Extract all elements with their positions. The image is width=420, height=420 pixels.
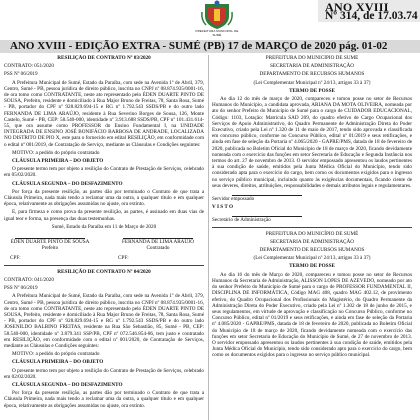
- clause-1b-text: O presente termo tem por objeto a resilição do Contrato de Prestação de Serviços, celebrado em 02/02/2020.: [4, 367, 204, 380]
- motivo-1: MOTIVO: a pedido do próprio contratado: [12, 149, 100, 156]
- contract-number-2: CONTRATO: 041/2020: [4, 276, 54, 283]
- pss-number-2: PSS Nº 06/2019: [4, 285, 38, 292]
- clause-2b-title: CLÁUSULA SEGUNDA – DO DESFAZIMENTO: [12, 381, 123, 388]
- issue-title: ANO XVIII: [325, 0, 389, 14]
- witness-cpf-left: CPF:: [10, 255, 21, 262]
- contract-number-1: CONTRATO: 051/2020: [4, 63, 54, 70]
- witness-row: [4, 255, 204, 261]
- org-line-3b: DEPARTAMENTO DE RECURSOS HUMANOS: [259, 247, 365, 254]
- term-title-2: TERMO DE POSSE: [289, 263, 335, 270]
- servidor-label: Servidor empossado: [212, 196, 255, 203]
- clause-1-title: CLÁUSULA PRIMEIRA – DO OBJETO: [12, 158, 104, 165]
- logo-caption: PREFEITURA MUNICIPAL DE SUMÉ: [195, 29, 239, 37]
- municipal-crest-icon: [200, 0, 234, 30]
- signer-role-right: Contratado: [146, 245, 170, 252]
- issue-number: Nº 314, de 17.03.74: [325, 10, 418, 22]
- signature-left: [10, 232, 90, 251]
- term-title-1: TERMO DE POSSE: [289, 87, 335, 94]
- section-divider: [4, 265, 204, 266]
- org-line-2b: SECRETARIA DE ADMINISTRAÇÃO: [269, 238, 355, 245]
- org-line-4b: (Lei Complementar Municipal nº 24/13, artigos 33 à 37): [253, 255, 371, 262]
- resilicao-title-2: RESILIÇÃO DE CONTRATO Nº 04/2020: [57, 268, 151, 275]
- signer-role-left: Prefeito: [41, 245, 59, 252]
- org-line-4: (Lei Complementar Municipal nº 24/13, artigos 33 à 37): [253, 79, 371, 86]
- signer-name-left: ÉDEN DUARTE PINTO DE SOUSA: [10, 239, 90, 246]
- clause-2-title: CLÁUSULA SEGUNDA – DO DESFAZIMENTO: [12, 180, 123, 187]
- clause-1-text: O presente termo tem por objeto a resilição do Contrato de Prestação de Serviços, celebrado em 05/02/2020.: [4, 166, 204, 179]
- org-line-1: PREFEITURA DO MUNICÍPIO DE SUMÉ: [265, 55, 359, 61]
- clause-2b-text: Por força da presente resilição, as partes dão por terminado o Contrato de que trata a Cláusula Primeira, nada mais tendo a reclamar uma da outra, a qualquer título e em qualquer época, relativamente as obrigações assumidas no ajuste, ora extinto.: [4, 390, 204, 409]
- resilicao-body-1: A Prefeitura Municipal de Sumé, Estado da Paraíba, com sede na Avenida 1º de Abril, 379, Centro, Sumé - PB, pessoa jurídica de direito público, inscrita no CNPJ nº 08.874.935/0001-16, de ora tomo como CONTRATANTE, neste ato representado pelo ÉDEN DUARTE PINTO DE SOUSA, Prefeito, residente e domiciliado à Rua Major Bruno de Freitas, 78, Santa Rosa, Sumé - PB, portador do CPF nº 928.829.694-15 e RG nº 1.792.543 SSDS/PB e do outro lado FERNANDA DE LIMA ARAÚJO, residente à Rua Severino Borges de Sousa, 126, Monte Castelo, Sumé - PB, CEP: 58.540-000, identidade nº 3.913.688 SSDS/PB, CPF nº 101.431.614-55, que ora assume como PROFESSOR do Ensino Fundamental I, na UNIDADE INTEGRADA DE ENSINO JOSÉ BONIFÁCIO BARBOSA DE ANDRADE, LOCALIZADA NO DISTRITO DE PIO X, este para o fornecido em edital RESILIÇÃO, em conformidade com o edital nº 001/2019, de Contratação de Serviço, mediante as Cláusulas e Condições seguintes:: [4, 79, 204, 148]
- section-divider: [212, 227, 412, 228]
- signer-name-right: FERNANDA DE LIMA ARAÚJO: [122, 239, 194, 246]
- resilicao-body-2: A Prefeitura Municipal de Sumé, Estado da Paraíba, com sede na Avenida 1º de Abril, 379, Centro, Sumé - PB, pessoa jurídica de direito público, inscrita no CNPJ nº 08.874.935/0001-16, de ora tomo como CONTRATANTE, neste ato representado pelo ÉDEN DUARTE PINTO DE SOUSA, Prefeito, residente e domiciliado à Rua Major Bruno de Freitas, 78, Santa Rosa, Sumé - PB, portador do CPF nº 928.829.694-15 e RG nº 1.792.543 SSDS/PB e do outro lado JOSENILDO BALBINO FREITAS, residente na Rua São Sebastião, 85, Sumé - PB, CEP: 58.540-000, identidade nº 3.879.341 SSP/PB, CPF nº 072.546.854-86, tem justo e contratado em RESILIÇÃO, em conformidade com o edital nº 001/2020, de Contratação de Serviços, mediante as Cláusulas e Condições seguintes:: [4, 293, 204, 349]
- visto-label: V I S T O: [212, 204, 234, 211]
- resilicao-title-1: RESILIÇÃO DE CONTRATO Nº 03/2020: [57, 55, 151, 61]
- column-divider: [208, 55, 209, 420]
- clause-2-text: Por força da presente resilição, as partes dão por terminado o Contrato de que trata a Cláusula Primeira, nada mais tendo a reclamar uma da outra, a qualquer título e em qualquer época, relativamente as obrigações assumidas no ajuste, ora extinto.: [4, 188, 204, 208]
- org-line-2: SECRETARIA DE ADMINISTRAÇÃO: [269, 63, 355, 70]
- witness-cpf-right: CPF:: [118, 255, 129, 262]
- secretary-label: Secretário de Administração: [212, 217, 271, 224]
- posse-body-2: Ao dia 16 do mês de Março de 2020, compareceu e tomou posse no setor de Recursos Humanos da Secretaria de Administração, ALISSON LOPES DE AZEVEDO, nomeado por ato do senhor Prefeito do Município de Sumé para o cargo de PROFESSOR FUNDAMENTAL II, DISCIPLINA DE INFORMÁTICA, Código MAG 408, quadro MAG 402.12, de provimento efetivo, do Quadro Ocupacional dos Profissionais do Magistério, do Quadro Permanente da Administração Direta do Poder Executivo, criado pela Lei nº 1.302 de 18 de junho de 2015, e seus regulamentos, em virtude de aprovação e classificação no Concurso Público, conforme no Concurso Público, edital nº 01/2019 e seus retificações, e ainda em fase de seleção da Portaria nº 4.085/2020 - GAPRE/PMS, datada de 18 de fevereiro de 2020, publicada no Boletim Oficial do Município de 18 de março de 2020, ficando devidamente nomeada com o exercício das funções em setor Secretaria de Educação do Município de Sumé, de 27 de novembro de 2013. O servidor empossado apresentou os laudos pertinentes à sua condição de saúde, emitidos pela Junta Médica Oficial do Município, tendo sido considerado apto para o exercício do cargo, bem como os documentos exigidos para o ingresso no serviço público municipal.: [212, 271, 412, 359]
- left-column: [4, 55, 204, 420]
- pss-number-1: PSS Nº 06/2019: [4, 71, 38, 78]
- clause-1b-title: CLÁUSULA PRIMEIRA – DO OBJETO: [12, 359, 104, 366]
- signature-row: [4, 232, 204, 251]
- org-line-1b: PREFEITURA DO MUNICÍPIO DE SUMÉ: [265, 230, 359, 237]
- posse-body-1: Ao dia 12 do mês de março de 2020, compareceu e tomou posse no setor de Recursos Humanos do Município, a candidata aprovada, ARIANA DA MOTA OLIVEIRA, nomeada por ato do senhor Prefeito do Município de Sumé para o cargo de CUIDADOR EDUCACIONAL, Código: 1103, Lotação: Matrícula SAD 209, do quadro efetivo de Cargo Ocupacional dos Serviços de Apoio Administrativo, do Quadro Permanente de Administração Direta do Poder Executivo, criado pela Lei nº 1.320 de 11 de maio de 2017, tendo sido aprovada e classificada em concurso público, conforme no Concurso Público, edital nº 01/2019 e seus retificações, e ainda em fase de seleção da Portaria nº 4.065/2020 - GAPRE/PMS, datada de 18 de fevereiro de 2020, publicada no Boletim Oficial do Município de 18 de março de 2020, ficando devidamente nomeada com o exercício das funções em setor Secretaria de Educação e Segunda Instância nos termos do art. 27 de novembro de 2013. O servidor empossado apresentou os laudos pertinentes à sua condição de saúde, emitidos pela Junta Médica Oficial do Município, tendo sido considerado apta para o exercício do cargo, bem como os documentos exigidos para o ingresso no serviço público municipal, incluindo quanto às exigências documentais, ficando ciente de seus deveres, direitos, atribuições, responsabilidades e demais atributos legais e regulamentares.: [212, 96, 412, 189]
- closing-text-1: E, para firmeza e como prova da presente resilição, as partes, é assinado em duas vias de igual teor e forma, na presença das duas testemunhas.: [4, 209, 204, 222]
- page-header: [0, 0, 420, 40]
- edition-banner: ANO XVIII - EDIÇÃO EXTRA - SUMÉ (PB) 17 de MARÇO de 2020 pág. 01-02: [10, 40, 388, 52]
- org-line-3: DEPARTAMENTO DE RECURSOS HUMANOS: [259, 71, 365, 78]
- date-place-1: Sumé, Estado da Paraíba em 11 de Março de 2020: [51, 223, 157, 230]
- motivo-2: MOTIVO: a pedido do próprio contratado: [12, 351, 100, 358]
- signature-right: [118, 232, 198, 251]
- right-column: [212, 55, 412, 420]
